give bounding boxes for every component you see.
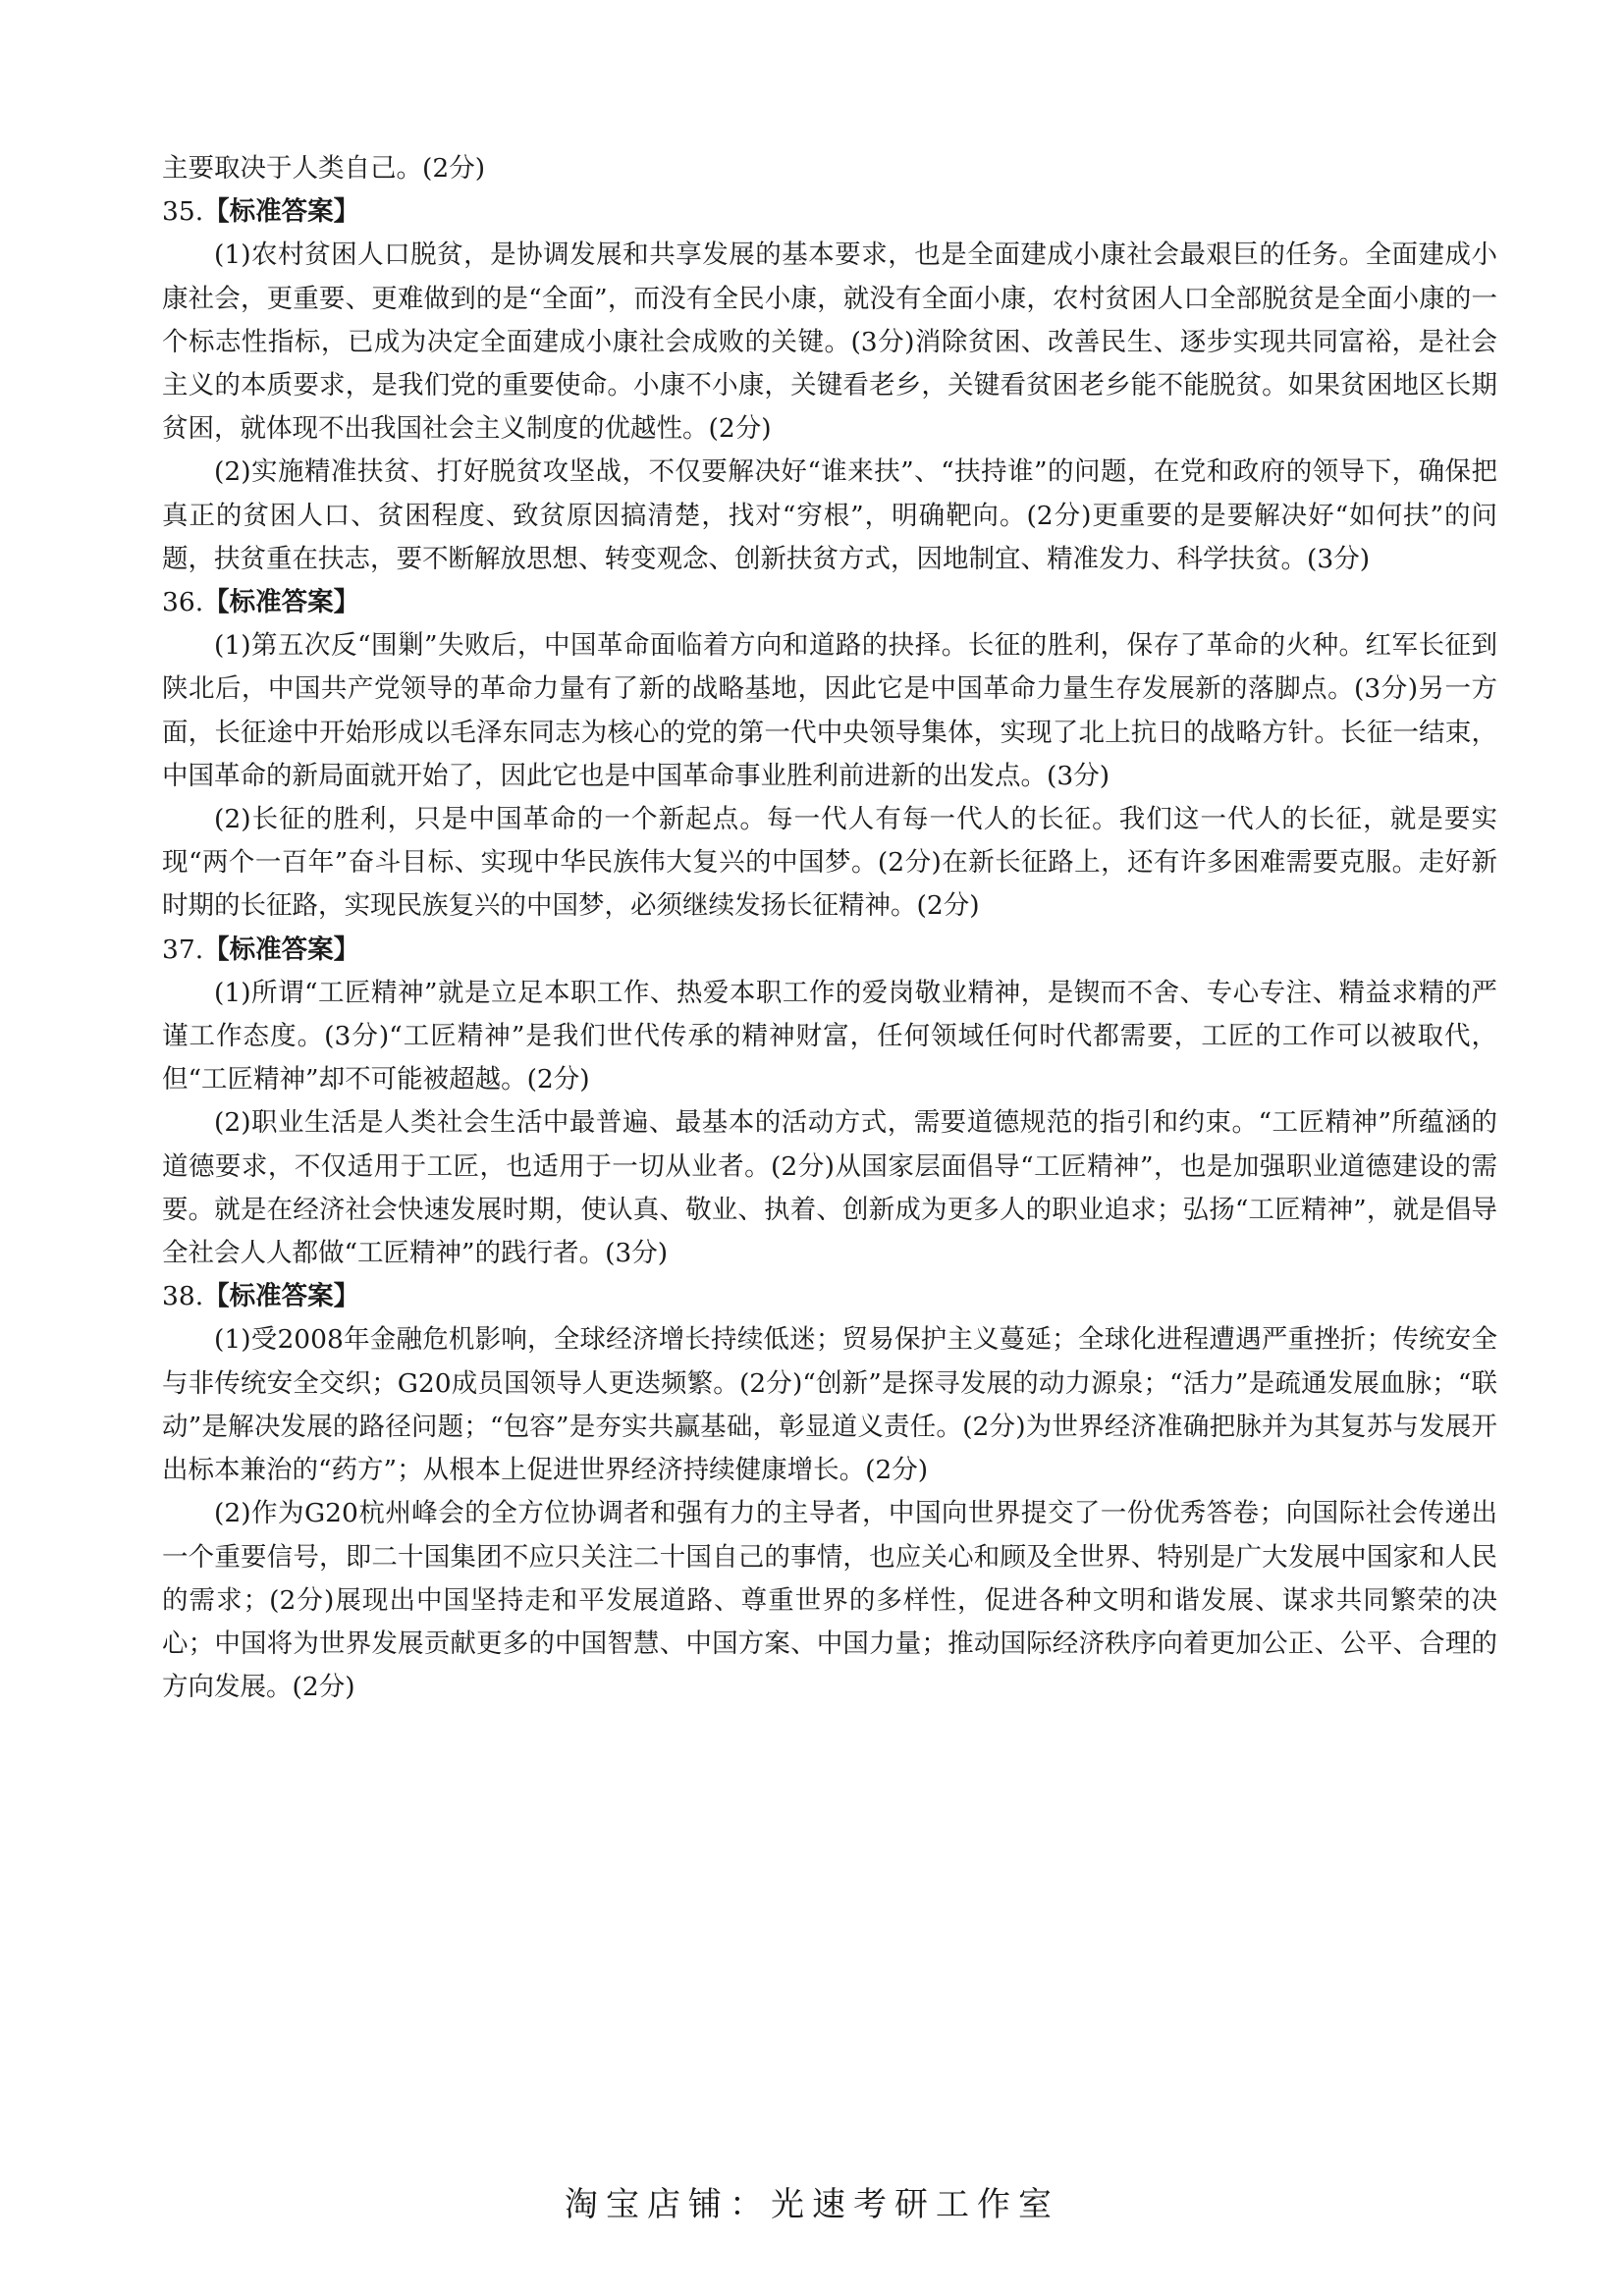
section-number: 36. — [162, 587, 204, 618]
answer-paragraph: (1)所谓“工匠精神”就是立足本职工作、热爱本职工作的爱岗敬业精神，是锲而不舍、专心专注、精益求精的严谨工作态度。(3分)“工匠精神”是我们世代传承的精神财富，任何领域任何时代都需要，工匠的工作可以被取代，但“工匠精神”却不可能被超越。(2分) — [162, 977, 1497, 1095]
section-label: 【标准答案】 — [203, 934, 360, 965]
answer-paragraph: (1)农村贫困人口脱贫，是协调发展和共享发展的基本要求，也是全面建成小康社会最艰巨的任务。全面建成小康社会，更重要、更难做到的是“全面”，而没有全民小康，就没有全面小康，农村贫困人口全部脱贫是全面小康的一个标志性指标，已成为决定全面建成小康社会成败的关键。(3分)消除贫困、改善民生、逐步实现共同富裕，是社会主义的本质要求，是我们党的重要使命。小康不小康，关键看老乡，关键看贫困老乡能不能脱贫。如果贫困地区长期贫困，就体现不出我国社会主义制度的优越性。(2分) — [162, 240, 1497, 445]
section-number: 35. — [162, 196, 204, 228]
section-number: 37. — [162, 934, 204, 965]
section-label: 【标准答案】 — [203, 1281, 360, 1312]
section-37 — [162, 929, 1497, 1276]
answer-page — [162, 147, 1497, 1709]
section-38 — [162, 1275, 1497, 1709]
section-heading — [162, 190, 1497, 234]
section-label: 【标准答案】 — [203, 196, 360, 228]
section-35 — [162, 190, 1497, 581]
answer-paragraph: (1)受2008年金融危机影响，全球经济增长持续低迷；贸易保护主义蔓延；全球化进程遭遇严重挫折；传统安全与非传统安全交织；G20成员国领导人更迭频繁。(2分)“创新”是探寻发展的动力源泉；“活力”是疏通发展血脉；“联动”是解决发展的路径问题；“包容”是夯实共赢基础，彰显道义责任。(2分)为世界经济准确把脉并为其复苏与发展开出标本兼治的“药方”；从根本上促进世界经济持续健康增长。(2分) — [162, 1324, 1497, 1486]
answer-paragraph: (2)长征的胜利，只是中国革命的一个新起点。每一代人有每一代人的长征。我们这一代人的长征，就是要实现“两个一百年”奋斗目标、实现中华民族伟大复兴的中国梦。(2分)在新长征路上，还有许多困难需要克服。走好新时期的长征路，实现民族复兴的中国梦，必须继续发扬长征精神。(2分) — [162, 804, 1497, 922]
section-number: 38. — [162, 1281, 204, 1312]
section-36 — [162, 581, 1497, 929]
answer-paragraph: (2)作为G20杭州峰会的全方位协调者和强有力的主导者，中国向世界提交了一份优秀答卷；向国际社会传递出一个重要信号，即二十国集团不应只关注二十国自己的事情，也应关心和顾及全世界、特别是广大发展中国家和人民的需求；(2分)展现出中国坚持走和平发展道路、尊重世界的多样性，促进各种文明和谐发展、谋求共同繁荣的决心；中国将为世界发展贡献更多的中国智慧、中国方案、中国力量；推动国际经济秩序向着更加公正、公平、合理的方向发展。(2分) — [162, 1498, 1497, 1703]
answer-paragraph: (1)第五次反“围剿”失败后，中国革命面临着方向和道路的抉择。长征的胜利，保存了革命的火种。红军长征到陕北后，中国共产党领导的革命力量有了新的战略基地，因此它是中国革命力量生存发展新的落脚点。(3分)另一方面，长征途中开始形成以毛泽东同志为核心的党的第一代中央领导集体，实现了北上抗日的战略方针。长征一结束，中国革命的新局面就开始了，因此它也是中国革命事业胜利前进新的出发点。(3分) — [162, 630, 1497, 791]
section-heading — [162, 929, 1497, 972]
section-heading — [162, 581, 1497, 624]
answer-paragraph: (2)职业生活是人类社会生活中最普遍、最基本的活动方式，需要道德规范的指引和约束。“工匠精神”所蕴涵的道德要求，不仅适用于工匠，也适用于一切从业者。(2分)从国家层面倡导“工匠精神”，也是加强职业道德建设的需要。就是在经济社会快速发展时期，使认真、敬业、执着、创新成为更多人的职业追求；弘扬“工匠精神”，就是倡导全社会人人都做“工匠精神”的践行者。(3分) — [162, 1107, 1497, 1269]
section-heading — [162, 1275, 1497, 1318]
shop-footer: 淘宝店铺：光速考研工作室 — [565, 2185, 1059, 2224]
section-label: 【标准答案】 — [203, 587, 360, 618]
intro-line: 主要取决于人类自己。(2分) — [162, 153, 486, 184]
answer-paragraph: (2)实施精准扶贫、打好脱贫攻坚战，不仅要解决好“谁来扶”、“扶持谁”的问题，在党和政府的领导下，确保把真正的贫困人口、贫困程度、致贫原因搞清楚，找对“穷根”，明确靶向。(2分)更重要的是要解决好“如何扶”的问题，扶贫重在扶志，要不断解放思想、转变观念、创新扶贫方式，因地制宜、精准发力、科学扶贫。(3分) — [162, 456, 1497, 574]
